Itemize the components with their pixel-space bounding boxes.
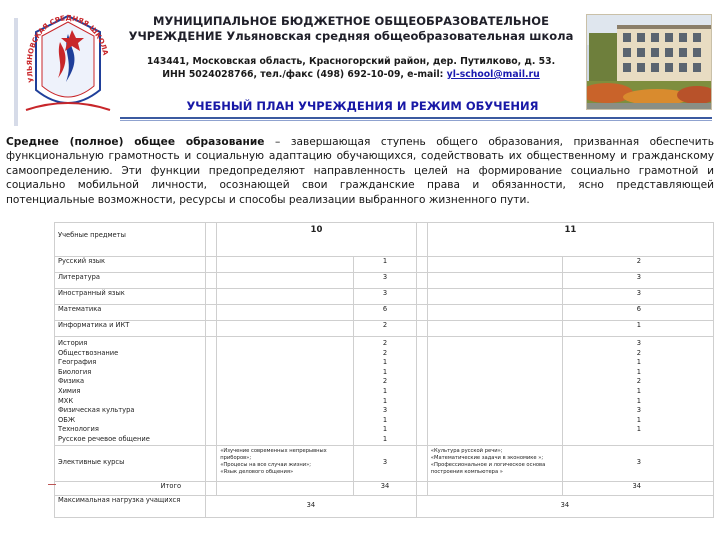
table-row-group — [55, 337, 714, 446]
hours-value: 1 — [636, 415, 641, 424]
institution-title — [118, 14, 584, 44]
subject-name: История — [58, 339, 88, 347]
hours-value: 1 — [382, 386, 388, 395]
electives-courses-grade-10 — [217, 445, 354, 481]
plan-heading: УЧЕБНЫЙ ПЛАН УЧРЕЖДЕНИЯ И РЕЖИМ ОБУЧЕНИЯ — [186, 99, 539, 113]
subject-name: География — [58, 358, 97, 367]
address-contacts: ИНН 5024028766, тел./факс (498) 692-10-09, e-mail: — [162, 69, 447, 80]
address-block — [118, 55, 584, 81]
max-load-row — [55, 495, 714, 517]
electives-hours-grade-11: 3 — [562, 445, 713, 481]
title-line-2: УЧРЕЖДЕНИЕ Ульяновская средняя общеобразовательная школа — [128, 29, 574, 43]
hours-grade-10: 3 — [354, 273, 416, 289]
electives-label: Элективные курсы — [55, 445, 206, 481]
elective-course: «Изучение современных непрерывных — [220, 447, 327, 454]
hours-value: 2 — [382, 348, 388, 357]
logo-arc-text: УЛЬЯНОВСКАЯ СРЕДНЯЯ ШКОЛА — [25, 13, 110, 84]
hours-grade-11: 6 — [562, 305, 713, 321]
subject-name: ОБЖ — [58, 415, 76, 424]
subject-name: Литература — [55, 273, 206, 289]
elective-course: «Математические задачи в экономике »; — [430, 454, 544, 461]
electives-row — [55, 445, 714, 481]
title-line-1: МУНИЦИПАЛЬНОЕ БЮДЖЕТНОЕ ОБЩЕОБРАЗОВАТЕЛЬНОЕ — [153, 14, 549, 28]
table-row — [55, 289, 714, 305]
elective-course: «Язык делового общения» — [220, 468, 294, 475]
header-divider — [120, 117, 712, 119]
hours-value: 3 — [382, 406, 388, 415]
elective-course: «Профессиональное и логическое основа — [430, 461, 546, 468]
hours-grade-10: 3 — [354, 289, 416, 305]
electives-hours-grade-10: 3 — [354, 445, 416, 481]
hours-grade-11: 2 — [562, 257, 713, 273]
intro-paragraph — [6, 135, 714, 207]
hours-value: 1 — [382, 367, 388, 376]
hours-grade-11: 3 — [562, 273, 713, 289]
header-grade-10: 10 — [217, 223, 417, 257]
total-grade-11: 34 — [562, 481, 713, 495]
hours-value: 1 — [382, 425, 388, 434]
hours-value: 2 — [636, 348, 641, 357]
max-load-label: Максимальная нагрузка учащихся — [55, 495, 206, 517]
hours-value: 1 — [636, 367, 641, 376]
decor-dash — [48, 484, 56, 485]
hours-value: 2 — [382, 339, 388, 347]
elective-course: построения компьютера » — [430, 468, 503, 475]
subject-name: Обществознание — [58, 348, 119, 357]
hours-value: 1 — [382, 396, 388, 405]
hours-grade-10: 1 — [354, 257, 416, 273]
hours-value: 1 — [636, 425, 641, 434]
subject-name: Русский язык — [55, 257, 206, 273]
max-load-grade-11: 34 — [416, 495, 713, 517]
hours-grade-10: 2 — [354, 321, 416, 337]
address-line-2 — [118, 68, 584, 81]
hours-value: 2 — [636, 377, 641, 386]
curriculum-table — [54, 222, 714, 518]
max-load-grade-10: 34 — [206, 495, 417, 517]
header-grade-11: 11 — [427, 223, 713, 257]
school-logo — [22, 12, 114, 120]
email-link[interactable]: yl-school@mail.ru — [446, 69, 540, 80]
intro-text: – завершающая ступень общего образования, призванная обеспечить функциональную грамотность и социальную адаптацию обучающихся, содействовать их общественному и гражданскому самоопределению. Эти функции предопределяют направленность целей на формирование социально грамотной и социально мобильной личности, осознающей свои гражданские права и обязанности, ясно представляющей потенциальные возможности, ресурсы и способы реализации выбранного жизненного пути. — [6, 136, 714, 206]
intro-lead: Среднее (полное) общее образование — [6, 136, 265, 148]
group-hours-grade-11 — [562, 337, 713, 446]
hours-value: 1 — [382, 415, 388, 424]
subject-name: Математика — [55, 305, 206, 321]
hours-value: 3 — [636, 339, 641, 347]
hours-value: 3 — [636, 406, 641, 415]
table-row — [55, 321, 714, 337]
table-header-row — [55, 223, 714, 257]
subject-name: Химия — [58, 386, 81, 395]
hours-grade-10: 6 — [354, 305, 416, 321]
subject-group-list — [55, 337, 206, 446]
table-row — [55, 305, 714, 321]
address-line-1: 143441, Московская область, Красногорский район, дер. Путилково, д. 53. — [146, 56, 556, 67]
left-accent-bar — [14, 18, 18, 126]
total-grade-10: 34 — [354, 481, 416, 495]
electives-courses-grade-11 — [427, 445, 562, 481]
hours-value: 1 — [636, 386, 641, 395]
subject-name: Русское речевое общение — [58, 434, 150, 443]
subject-name: Информатика и ИКТ — [55, 321, 206, 337]
hours-value: 2 — [382, 377, 388, 386]
hours-value: 1 — [636, 358, 641, 367]
table-row — [55, 257, 714, 273]
subject-name: Технология — [58, 425, 99, 434]
header-subjects: Учебные предметы — [55, 223, 206, 257]
subject-name: Биология — [58, 367, 92, 376]
total-row — [55, 481, 714, 495]
hours-value: 1 — [382, 434, 388, 443]
subject-name: Иностранный язык — [55, 289, 206, 305]
total-label: Итого — [55, 481, 206, 495]
hours-value: 1 — [382, 358, 388, 367]
subject-name: Физическая культура — [58, 406, 135, 415]
school-building-photo — [586, 14, 712, 110]
elective-course: «Культура русской речи»; — [430, 447, 503, 454]
elective-course: приборов»; — [220, 454, 252, 461]
hours-grade-11: 3 — [562, 289, 713, 305]
table-row — [55, 273, 714, 289]
header-divider-thin — [120, 120, 712, 121]
subject-name: Физика — [58, 377, 85, 386]
subject-name: МХК — [58, 396, 74, 405]
hours-value: 1 — [636, 396, 641, 405]
hours-grade-11: 1 — [562, 321, 713, 337]
group-hours-grade-10 — [354, 337, 416, 446]
elective-course: «Процесы на все случаи жизни»; — [220, 461, 312, 468]
